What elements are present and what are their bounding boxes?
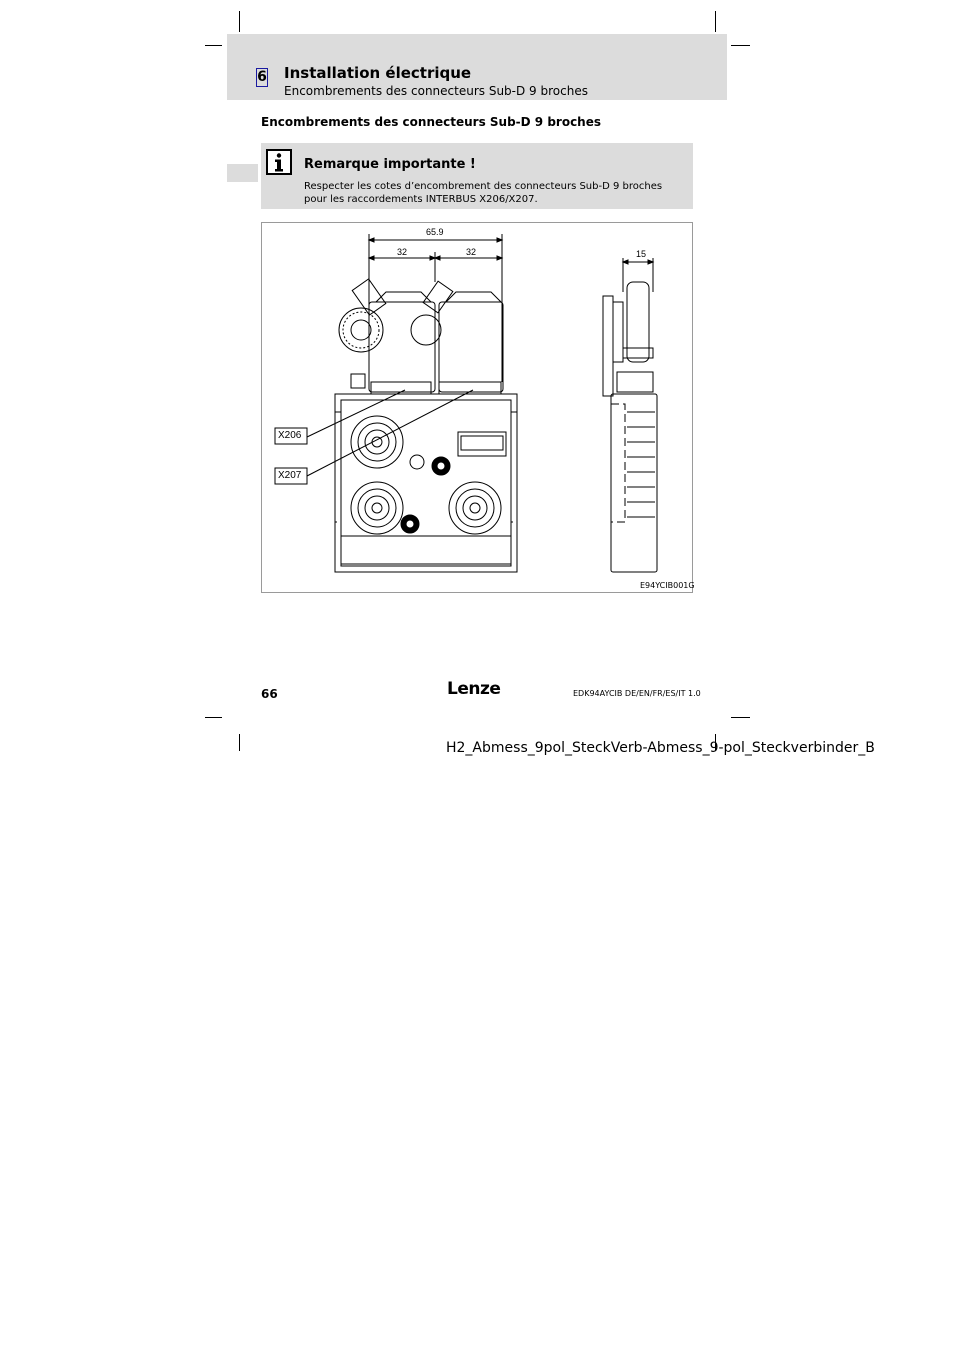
crop-mark [731,717,750,718]
chapter-title: Installation électrique [284,64,472,82]
crop-mark [239,734,240,751]
crop-mark [239,11,240,32]
chapter-subtitle: Encombrements des connecteurs Sub-D 9 broches [284,84,588,98]
connector-label-x207: X207 [278,470,302,481]
section-title: Encombrements des connecteurs Sub-D 9 broches [261,115,602,129]
dimension-lines [369,234,653,382]
crop-mark [731,45,750,46]
info-icon [266,149,292,175]
side-view [603,282,657,572]
document-reference: EDK94AYCIB DE/EN/FR/ES/IT 1.0 [573,689,701,698]
note-title: Remarque importante ! [304,157,476,172]
figure-code: E94YCIB001G [640,581,695,590]
chapter-number: 6 [257,69,267,85]
margin-marker [227,164,258,182]
dimension-side-label: 15 [636,249,647,259]
dimension-total-label: 65.9 [426,227,444,237]
dimension-right-label: 32 [466,247,477,257]
module-body [335,394,517,572]
dimension-drawing [261,222,693,593]
note-text: Respecter les cotes d’encombrement des connecteurs Sub-D 9 broches pour les raccordements INTERBUS X206/X207. [304,181,663,205]
file-name: H2_Abmess_9pol_SteckVerb-Abmess_9-pol_Steckverbinder_B [446,740,875,756]
crop-mark [715,11,716,32]
crop-mark [205,717,222,718]
crop-mark [205,45,222,46]
dimension-left-label: 32 [397,247,408,257]
lenze-logo: Lenze [447,679,501,699]
connector-label-x206: X206 [278,430,302,441]
sub-d-connectors [339,279,503,394]
page-number: 66 [261,687,278,701]
